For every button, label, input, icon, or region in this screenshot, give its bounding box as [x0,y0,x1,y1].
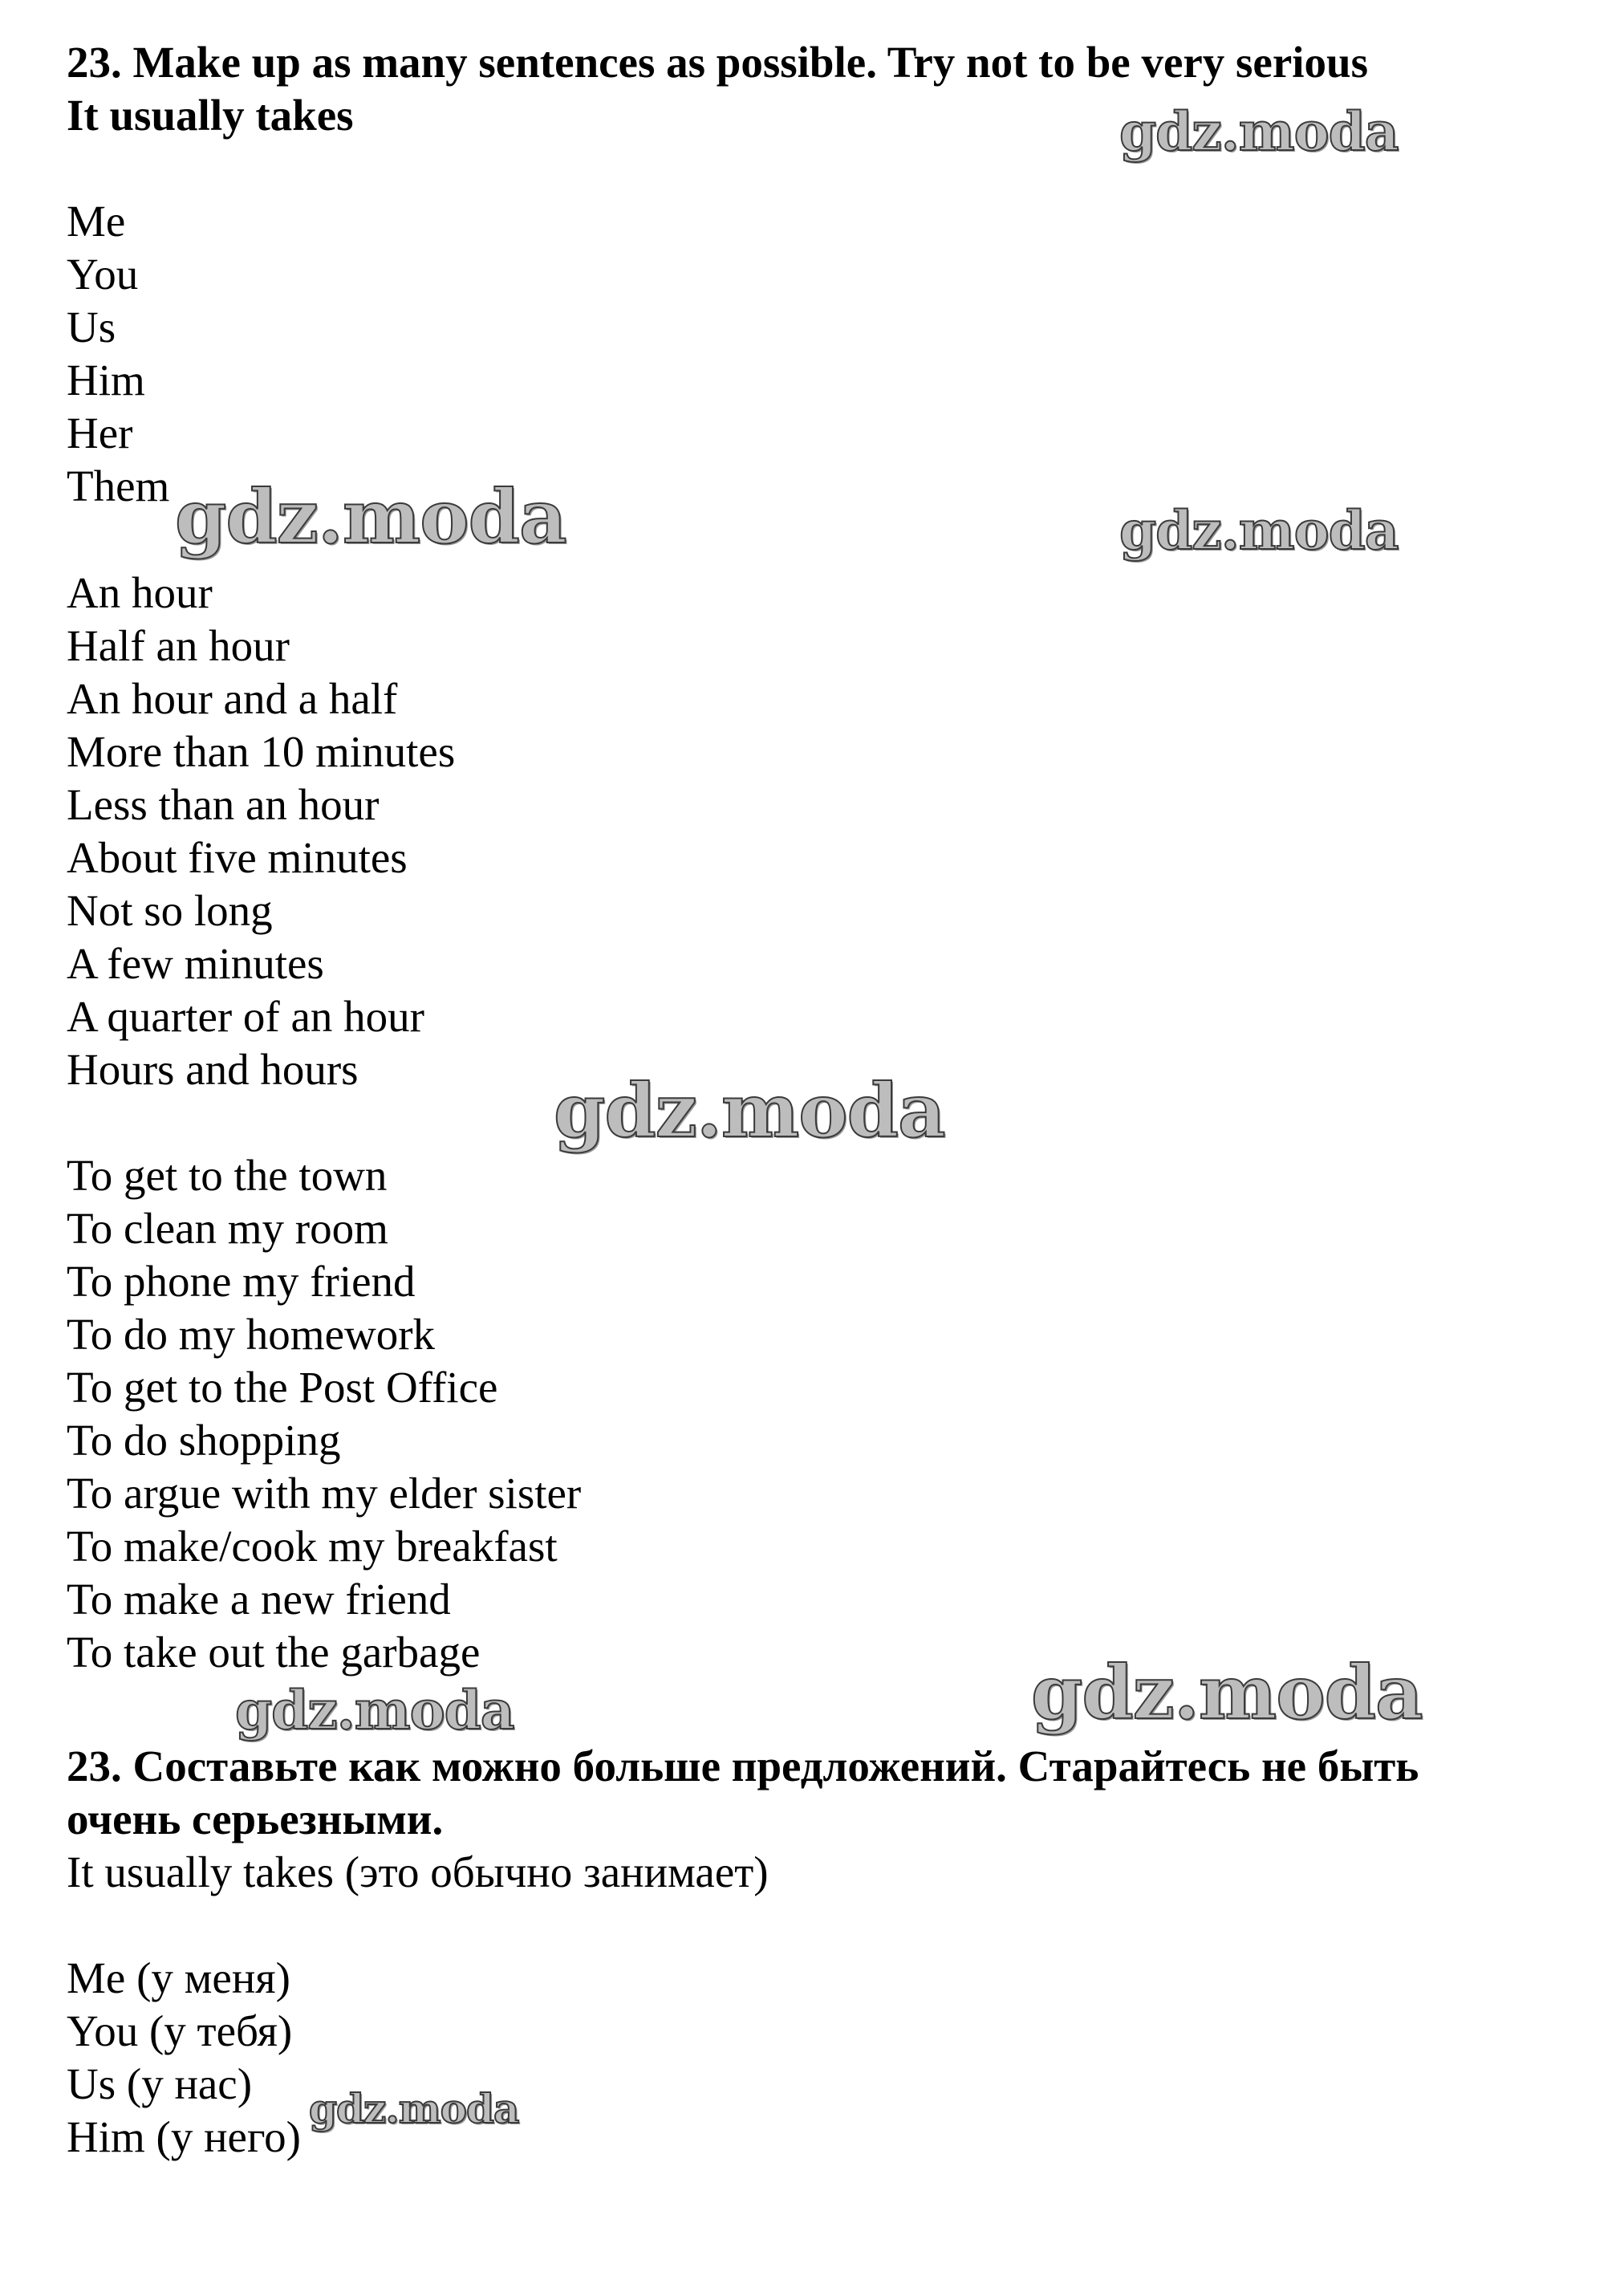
translated-pronoun-item: You (у тебя) [67,2006,293,2055]
translated-pronoun-item: Us (у нас) [67,2059,253,2108]
watermark: gdz.moda [1119,499,1399,562]
translation-subtitle: It usually takes (это обычно занимает) [67,1847,769,1896]
watermark: gdz.moda [309,2085,519,2132]
duration-item: An hour and a half [67,674,398,723]
pronoun-item: Us [67,303,116,352]
duration-item: A few minutes [67,939,324,988]
watermark: gdz.moda [175,474,566,560]
activity-item: To do my homework [67,1310,436,1359]
translated-pronoun-item: Him (у него) [67,2112,301,2161]
duration-item: An hour [67,568,213,617]
duration-item: Hours and hours [67,1045,359,1094]
activity-item: To take out the garbage [67,1628,481,1677]
activity-item: To get to the Post Office [67,1363,498,1412]
duration-item: More than 10 minutes [67,727,456,776]
watermark: gdz.moda [1119,100,1399,163]
duration-item: A quarter of an hour [67,992,424,1041]
pronoun-item: You [67,250,139,299]
activity-item: To get to the town [67,1151,388,1200]
pronoun-item: Her [67,408,133,457]
pronoun-item: Them [67,461,170,510]
activity-item: To make a new friend [67,1575,451,1624]
pronoun-item: Him [67,356,145,404]
activity-item: To argue with my elder sister [67,1469,582,1518]
watermark: gdz.moda [1031,1649,1423,1736]
translated-pronoun-item: Me (у меня) [67,1953,290,2002]
translation-title-continued: очень серьезными. [67,1794,444,1843]
watermark: gdz.moda [235,1679,514,1742]
watermark: gdz.moda [554,1067,945,1154]
exercise-title: 23. Make up as many sentences as possible. Try not to be very serious [67,38,1369,87]
translation-title: 23. Составьте как можно больше предложений. Старайтесь не быть [67,1742,1419,1790]
duration-item: About five minutes [67,833,408,882]
activity-item: To make/cook my breakfast [67,1522,558,1571]
duration-item: Half an hour [67,621,290,670]
pronoun-item: Me [67,197,126,246]
duration-item: Less than an hour [67,780,380,829]
activity-item: To phone my friend [67,1257,416,1306]
exercise-subtitle: It usually takes [67,91,354,140]
activity-item: To clean my room [67,1204,388,1253]
activity-item: To do shopping [67,1416,341,1465]
duration-item: Not so long [67,886,273,935]
